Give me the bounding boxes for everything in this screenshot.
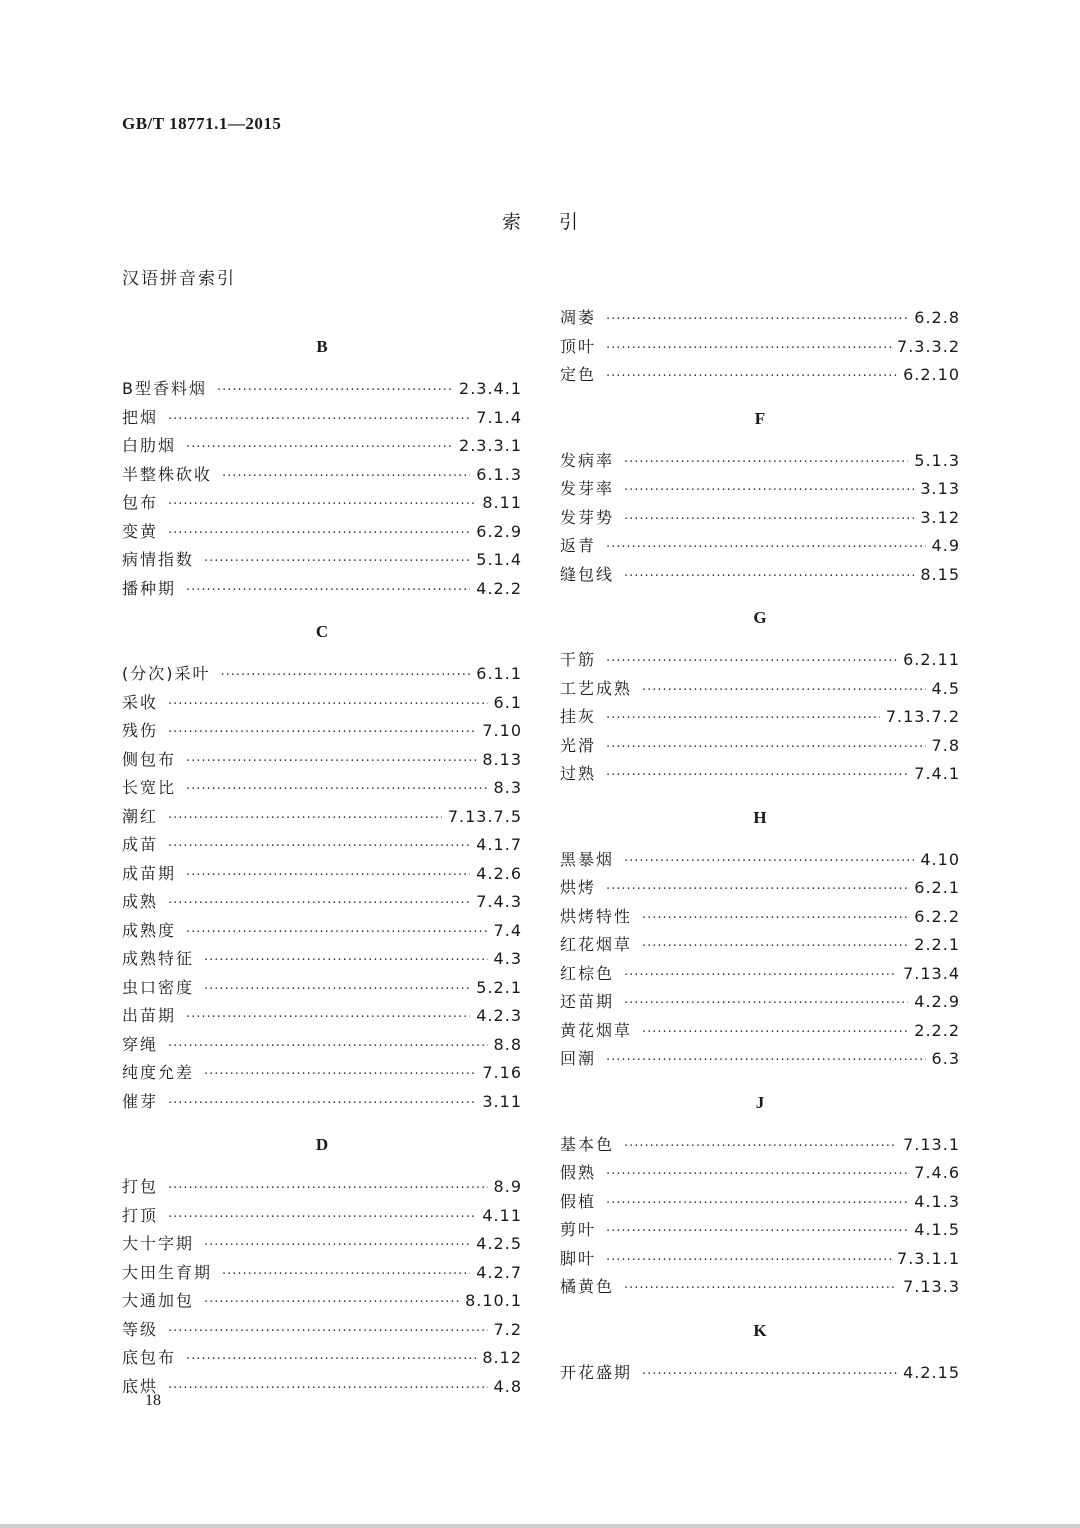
index-term: 成熟度	[122, 920, 177, 940]
index-ref: 8.3	[493, 778, 522, 797]
dot-leader	[168, 1318, 488, 1347]
index-term: 假植	[560, 1191, 597, 1211]
index-term: 大田生育期	[122, 1262, 213, 1282]
index-entry	[122, 1316, 522, 1345]
index-entry	[122, 717, 522, 746]
section-letter: F	[754, 408, 766, 428]
dot-leader	[642, 933, 908, 962]
dot-leader	[168, 406, 470, 435]
index-entry	[122, 404, 522, 433]
index-entry	[122, 546, 522, 575]
index-entry	[560, 304, 960, 333]
index-term: 虫口密度	[122, 977, 195, 997]
dot-leader	[624, 1275, 897, 1304]
index-ref: 2.2.1	[914, 935, 960, 954]
index-term: 底包布	[122, 1348, 177, 1367]
index-ref: 6.2.8	[914, 308, 960, 327]
index-entry	[122, 1344, 522, 1373]
dot-leader	[168, 833, 470, 862]
index-entry	[122, 518, 522, 547]
index-entry	[122, 803, 522, 832]
dot-leader	[606, 1047, 926, 1076]
index-ref: 8.10.1	[465, 1291, 522, 1310]
index-entry	[122, 660, 522, 689]
index-entry	[122, 888, 522, 917]
section-letter: H	[753, 807, 767, 827]
dot-leader	[221, 662, 471, 691]
index-term: 黑暴烟	[560, 849, 615, 869]
index-entry	[122, 1287, 522, 1316]
index-entry	[122, 974, 522, 1003]
index-term: 大十字期	[122, 1234, 195, 1253]
index-entry	[560, 646, 960, 675]
index-ref: 6.1	[493, 692, 522, 712]
index-ref: 2.3.4.1	[459, 379, 522, 398]
index-ref: 6.3	[931, 1049, 960, 1068]
index-ref: 8.13	[482, 749, 522, 769]
index-ref: 7.4.1	[914, 764, 960, 783]
index-entry	[560, 732, 960, 761]
index-entry	[560, 903, 960, 932]
standard-code: GB/T 18771.1—2015	[122, 114, 282, 133]
dot-leader	[168, 805, 442, 834]
index-ref: 7.4	[493, 920, 522, 940]
index-ref: 5.1.3	[914, 450, 960, 470]
index-entry	[560, 532, 960, 561]
index-ref: 6.2.11	[903, 650, 960, 669]
index-entry	[560, 1131, 960, 1160]
index-ref: 6.2.2	[914, 906, 960, 926]
index-term: 潮红	[122, 806, 159, 826]
index-term: 定色	[560, 365, 597, 384]
index-ref: 8.9	[493, 1177, 522, 1196]
index-entry	[122, 432, 522, 461]
index-term: 包布	[122, 493, 159, 512]
index-term: 纯度允差	[122, 1063, 195, 1082]
index-term: 打包	[122, 1177, 159, 1196]
index-term: 大通加包	[122, 1291, 195, 1310]
index-entry	[122, 1088, 522, 1117]
dot-leader	[222, 463, 470, 492]
section-letter: B	[316, 337, 328, 356]
index-ref: 8.11	[482, 493, 522, 512]
index-term: 烘烤	[560, 878, 597, 897]
index-entry	[560, 1188, 960, 1217]
dot-leader	[168, 691, 488, 720]
index-ref: 4.11	[482, 1205, 522, 1225]
index-entry	[122, 489, 522, 518]
dot-leader	[642, 1361, 897, 1390]
dot-leader	[168, 1090, 476, 1119]
section-letter: J	[755, 1092, 765, 1112]
index-ref: 7.8	[931, 735, 960, 755]
index-term: 发芽势	[560, 507, 615, 527]
index-term: 催芽	[122, 1091, 159, 1111]
dot-leader	[606, 335, 891, 364]
index-term: 播种期	[122, 578, 177, 598]
index-ref: 3.11	[482, 1091, 522, 1111]
index-entry	[122, 1202, 522, 1231]
index-term: 假熟	[560, 1163, 597, 1182]
index-term: (分次)采叶	[122, 664, 211, 683]
dot-leader	[606, 762, 908, 791]
index-term: 侧包布	[122, 749, 177, 769]
index-entry	[122, 945, 522, 974]
index-entry	[122, 746, 522, 775]
index-entry	[560, 1359, 960, 1388]
dot-leader	[168, 719, 476, 748]
dot-leader	[624, 848, 914, 877]
dot-leader	[624, 1133, 897, 1162]
index-entry	[560, 1045, 960, 1074]
index-term: 基本色	[560, 1134, 615, 1154]
index-term: 出苗期	[122, 1006, 177, 1025]
dot-leader	[624, 449, 908, 478]
index-entry	[122, 1059, 522, 1088]
dot-leader	[606, 1190, 908, 1219]
index-ref: 8.8	[493, 1034, 522, 1054]
dot-leader	[186, 577, 470, 606]
index-entry	[122, 1002, 522, 1031]
index-ref: 5.1.4	[476, 550, 522, 569]
index-ref: 7.13.4	[903, 963, 960, 983]
index-ref: 4.2.15	[903, 1362, 960, 1382]
index-entry	[122, 1173, 522, 1202]
dot-leader	[168, 1204, 476, 1233]
index-term: 成熟特征	[122, 949, 195, 968]
index-ref: 4.3	[493, 949, 522, 968]
index-ref: 4.9	[931, 536, 960, 555]
dot-leader	[168, 520, 470, 549]
index-term: 黄花烟草	[560, 1020, 633, 1040]
dot-leader	[186, 919, 488, 948]
dot-leader	[606, 534, 926, 563]
dot-leader	[186, 748, 476, 777]
index-entry	[560, 1273, 960, 1302]
dot-leader	[606, 1218, 908, 1247]
index-term: 底烘	[122, 1376, 159, 1396]
dot-leader	[624, 962, 897, 991]
dot-leader	[168, 491, 476, 520]
index-entry	[122, 831, 522, 860]
dot-leader	[642, 1019, 908, 1048]
page-number: 18	[145, 1392, 161, 1409]
index-term: B型香料烟	[122, 379, 207, 398]
index-term: 剪叶	[560, 1220, 597, 1239]
dot-leader	[606, 705, 880, 734]
section-letter: K	[753, 1320, 767, 1340]
index-ref: 7.4.6	[914, 1163, 960, 1182]
index-column-right	[560, 304, 960, 1387]
dot-leader	[624, 990, 908, 1019]
index-ref: 7.13.1	[903, 1134, 960, 1154]
dot-leader	[606, 306, 908, 335]
index-entry	[560, 846, 960, 875]
dot-leader	[204, 947, 488, 976]
index-term: 顶叶	[560, 336, 597, 356]
dot-leader	[624, 506, 914, 535]
index-term: 过熟	[560, 764, 597, 783]
index-entry	[122, 1259, 522, 1288]
dot-leader	[168, 1033, 488, 1062]
index-ref: 4.1.3	[914, 1191, 960, 1211]
index-ref: 7.1.4	[476, 407, 522, 427]
index-entry	[560, 874, 960, 903]
index-ref: 7.13.7.5	[447, 806, 522, 826]
index-entry	[122, 1373, 522, 1402]
dot-leader	[606, 876, 908, 905]
index-term: 开花盛期	[560, 1362, 633, 1382]
index-term: 把烟	[122, 407, 159, 427]
index-entry	[560, 703, 960, 732]
index-term: 返青	[560, 536, 597, 555]
index-ref: 4.1.5	[914, 1220, 960, 1239]
index-term: 橘黄色	[560, 1277, 615, 1296]
index-ref: 3.12	[920, 507, 960, 527]
index-entry	[122, 689, 522, 718]
dot-leader	[168, 1375, 488, 1404]
index-term: 工艺成熟	[560, 678, 633, 698]
index-entry	[560, 988, 960, 1017]
index-term: 打顶	[122, 1205, 159, 1225]
index-entry	[560, 960, 960, 989]
dot-leader	[624, 563, 914, 592]
dot-leader	[624, 477, 914, 506]
index-term: 半整株砍收	[122, 464, 213, 484]
index-ref: 3.13	[920, 479, 960, 498]
dot-leader	[606, 363, 897, 392]
index-term: 病情指数	[122, 550, 195, 569]
index-term: 成熟	[122, 892, 159, 911]
index-term: 烘烤特性	[560, 906, 633, 926]
index-entry	[560, 333, 960, 362]
index-ref: 7.3.3.2	[897, 336, 960, 356]
dot-leader	[168, 1175, 488, 1204]
section-letter: D	[315, 1135, 329, 1154]
index-term: 脚叶	[560, 1248, 597, 1268]
index-term: 成苗期	[122, 863, 177, 883]
index-entry	[122, 1230, 522, 1259]
index-ref: 7.13.7.2	[885, 707, 960, 726]
section-letter: G	[753, 608, 767, 627]
dot-leader	[217, 377, 453, 406]
index-term: 缝包线	[560, 564, 615, 584]
index-ref: 6.1.1	[476, 664, 522, 683]
index-term: 发芽率	[560, 479, 615, 498]
index-ref: 6.2.9	[476, 521, 522, 541]
index-entry	[122, 461, 522, 490]
index-ref: 8.12	[482, 1348, 522, 1367]
index-ref: 2.2.2	[914, 1020, 960, 1040]
dot-leader	[186, 776, 488, 805]
index-ref: 7.16	[482, 1063, 522, 1082]
dot-leader	[168, 890, 470, 919]
index-entry	[560, 675, 960, 704]
index-term: 还苗期	[560, 992, 615, 1011]
index-term: 等级	[122, 1319, 159, 1339]
index-ref: 4.10	[920, 849, 960, 869]
index-ref: 7.13.3	[903, 1277, 960, 1296]
index-ref: 6.1.3	[476, 464, 522, 484]
index-term: 红花烟草	[560, 935, 633, 954]
index-term: 挂灰	[560, 707, 597, 726]
index-entry	[560, 361, 960, 390]
dot-leader	[642, 677, 926, 706]
dot-leader	[186, 1004, 470, 1033]
index-entry	[122, 375, 522, 404]
section-letter: C	[315, 622, 329, 641]
page-bottom-border	[0, 1524, 1080, 1528]
index-term: 变黄	[122, 521, 159, 541]
dot-leader	[186, 1346, 476, 1375]
index-column-left	[122, 318, 522, 1401]
index-term: 白肋烟	[122, 436, 177, 455]
index-entry	[560, 475, 960, 504]
index-ref: 6.2.10	[903, 365, 960, 384]
page-title: 索引	[501, 211, 616, 233]
index-entry	[122, 774, 522, 803]
index-ref: 5.2.1	[476, 977, 522, 997]
index-term: 红棕色	[560, 963, 615, 983]
index-ref: 7.10	[482, 721, 522, 740]
index-entry	[560, 760, 960, 789]
index-ref: 2.3.3.1	[459, 436, 522, 455]
index-entry	[560, 1159, 960, 1188]
index-term: 光滑	[560, 735, 597, 755]
dot-leader	[204, 976, 470, 1005]
index-term: 发病率	[560, 450, 615, 470]
index-ref: 4.2.6	[476, 863, 522, 883]
dot-leader	[204, 1232, 470, 1261]
index-term: 穿绳	[122, 1034, 159, 1054]
index-entry	[560, 1245, 960, 1274]
index-term: 凋萎	[560, 308, 597, 327]
index-entry	[122, 917, 522, 946]
dot-leader	[606, 1161, 908, 1190]
index-ref: 4.2.7	[476, 1262, 522, 1282]
index-ref: 4.5	[931, 678, 960, 698]
dot-leader	[642, 905, 908, 934]
dot-leader	[204, 1289, 459, 1318]
index-term: 成苗	[122, 835, 159, 854]
index-entry	[560, 447, 960, 476]
dot-leader	[204, 548, 470, 577]
index-entry	[122, 1031, 522, 1060]
index-ref: 4.8	[493, 1376, 522, 1396]
index-subtitle: 汉语拼音索引	[122, 269, 236, 289]
index-ref: 7.2	[493, 1319, 522, 1339]
index-term: 采收	[122, 692, 159, 712]
index-term: 回潮	[560, 1049, 597, 1068]
index-ref: 4.2.3	[476, 1006, 522, 1025]
index-term: 残伤	[122, 721, 159, 740]
index-ref: 4.2.2	[476, 578, 522, 598]
index-ref: 4.2.5	[476, 1234, 522, 1253]
index-entry	[122, 860, 522, 889]
index-ref: 6.2.1	[914, 878, 960, 897]
dot-leader	[204, 1061, 476, 1090]
index-entry	[560, 561, 960, 590]
index-entry	[560, 504, 960, 533]
index-ref: 8.15	[920, 564, 960, 584]
dot-leader	[222, 1261, 470, 1290]
dot-leader	[186, 862, 470, 891]
index-entry	[122, 575, 522, 604]
index-entry	[560, 1017, 960, 1046]
index-ref: 4.2.9	[914, 992, 960, 1011]
index-term: 干筋	[560, 650, 597, 669]
dot-leader	[606, 648, 897, 677]
index-entry	[560, 1216, 960, 1245]
dot-leader	[606, 734, 926, 763]
index-ref: 4.1.7	[476, 835, 522, 854]
index-ref: 7.4.3	[476, 892, 522, 911]
dot-leader	[606, 1247, 891, 1276]
dot-leader	[186, 434, 453, 463]
index-term: 长宽比	[122, 778, 177, 797]
index-entry	[560, 931, 960, 960]
index-ref: 7.3.1.1	[897, 1248, 960, 1268]
